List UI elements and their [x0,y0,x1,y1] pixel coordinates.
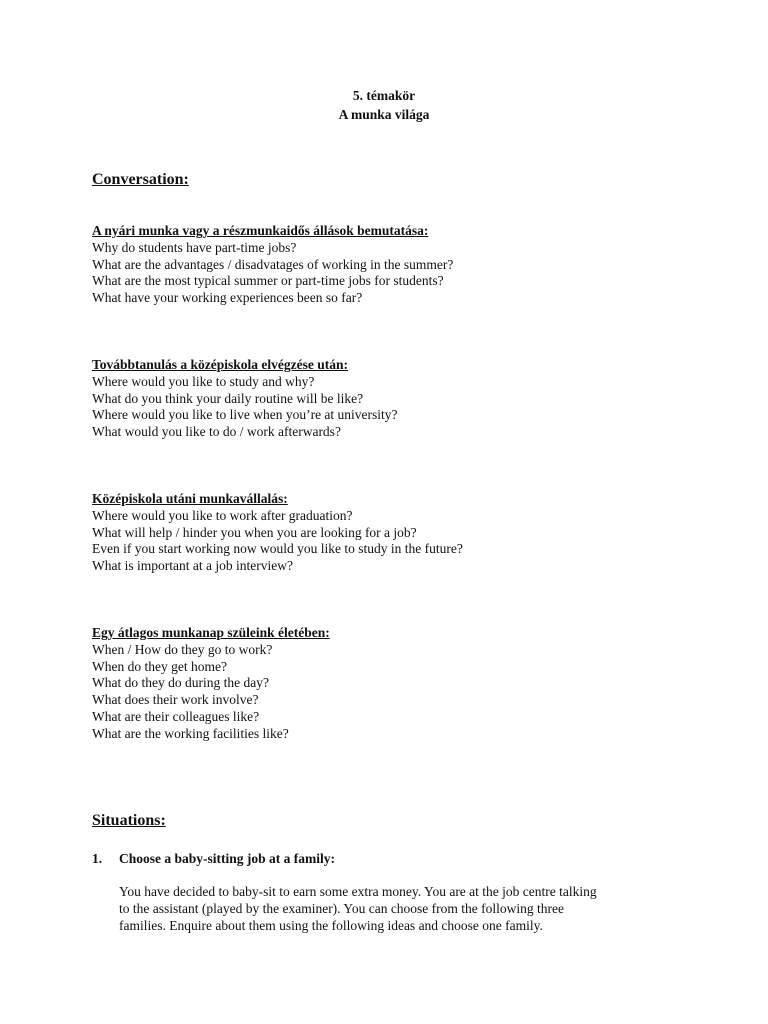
question: What is important at a job interview? [92,558,293,574]
question: What are the most typical summer or part-time jobs for students? [92,273,444,289]
topic-title: A munka világa [338,107,430,122]
conversation-group-3 [92,491,692,575]
question: What does their work involve? [92,692,259,708]
task-line: families. Enquire about them using the following ideas and choose one family. [119,918,543,933]
question: Where would you like to study and why? [92,373,315,389]
topic-number: 5. témakör [352,88,416,103]
question: What are their colleagues like? [92,708,260,724]
situations-heading: Situations: [92,812,166,829]
question: Where would you like to live when you’re at university? [92,407,398,423]
situation-task-1 [92,851,692,867]
question: When / How do they go to work? [92,641,273,657]
question: What will help / hinder you when you are looking for a job? [92,524,417,540]
group-title: A nyári munka vagy a részmunkaidős állások bemutatása: [92,223,429,238]
question: Why do students have part-time jobs? [92,239,297,255]
conversation-heading: Conversation: [92,171,189,188]
question: When do they get home? [92,658,227,674]
question: Even if you start working now would you like to study in the future? [92,541,463,557]
group-title: Középiskola utáni munkavállalás: [92,491,288,506]
conversation-group-1 [92,223,692,307]
task-line: You have decided to baby-sit to earn some extra money. You are at the job centre talking [119,884,597,899]
group-title: Továbbtanulás a középiskola elvégzése után: [92,357,349,372]
conversation-group-4 [92,625,692,743]
conversation-group-2 [92,357,692,441]
question: What would you like to do / work afterwards? [92,424,341,440]
task-line: to the assistant (played by the examiner). You can choose from the following three [119,901,565,916]
question: Where would you like to work after graduation? [92,507,353,523]
question: What do you think your daily routine will be like? [92,390,364,406]
question: What have your working experiences been so far? [92,290,363,306]
task-description [119,883,679,934]
task-title: Choose a baby-sitting job at a family: [119,851,336,866]
group-title: Egy átlagos munkanap szüleink életében: [92,625,330,640]
question: What are the working facilities like? [92,725,289,741]
document-title-block [0,86,768,124]
question: What are the advantages / disadvatages of working in the summer? [92,256,454,272]
question: What do they do during the day? [92,675,269,691]
task-number: 1. [92,851,103,866]
